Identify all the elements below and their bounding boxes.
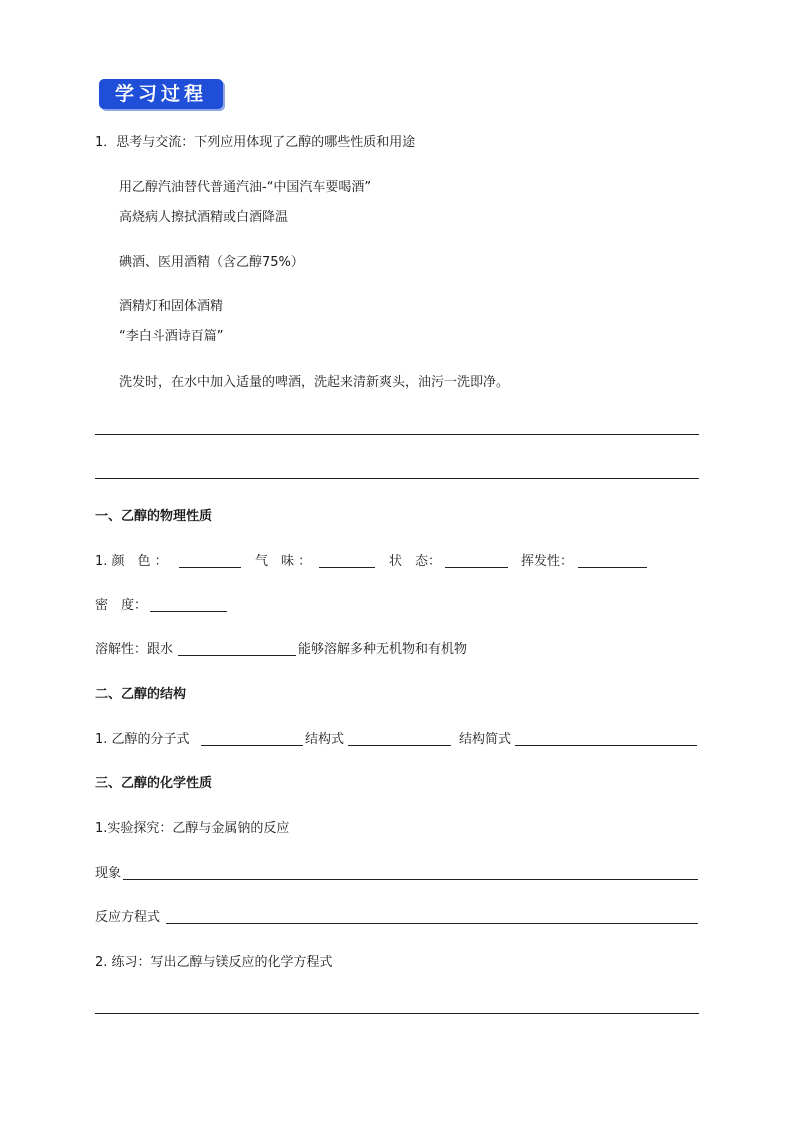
smell-blank[interactable] bbox=[319, 567, 375, 568]
intro-item: 洗发时，在水中加入适量的啤酒，洗起来清新爽头，油污一洗即净。 bbox=[119, 375, 510, 390]
experiment-label: 1.实验探究：乙醇与金属钠的反应 bbox=[95, 821, 290, 836]
simplified-label: 结构简式 bbox=[459, 732, 512, 747]
color-blank[interactable] bbox=[179, 567, 241, 568]
intro-item: 酒精灯和固体酒精 bbox=[119, 299, 224, 314]
intro-item: “李白斗酒诗百篇” bbox=[119, 329, 224, 344]
solubility-blank[interactable] bbox=[178, 655, 296, 656]
solubility-label: 溶解性：跟水 bbox=[95, 642, 174, 657]
section1-title: 一、乙醇的物理性质 bbox=[95, 509, 213, 524]
section-badge bbox=[99, 79, 223, 109]
equation-label: 反应方程式 bbox=[95, 910, 161, 925]
density-blank[interactable] bbox=[150, 611, 227, 612]
smell-label: 气 味 ： bbox=[255, 554, 312, 569]
state-label: 状 态： bbox=[389, 554, 442, 569]
badge-label: 学习过程 bbox=[114, 83, 207, 105]
answer-line[interactable] bbox=[95, 478, 699, 479]
phenomenon-blank[interactable] bbox=[123, 879, 698, 880]
intro-item: 碘酒、医用酒精（含乙醇75%） bbox=[119, 255, 304, 270]
exercise-label: 2. 练习：写出乙醇与镁反应的化学方程式 bbox=[95, 955, 333, 970]
answer-line[interactable] bbox=[95, 1013, 699, 1014]
state-blank[interactable] bbox=[445, 567, 508, 568]
color-label: 1. 颜 色 ： bbox=[95, 554, 168, 569]
intro-item: 用乙醇汽油替代普通汽油-“中国汽车要喝酒” bbox=[119, 180, 372, 195]
simplified-blank[interactable] bbox=[515, 745, 697, 746]
structural-blank[interactable] bbox=[348, 745, 451, 746]
molecular-blank[interactable] bbox=[201, 745, 303, 746]
structural-label: 结构式 bbox=[305, 732, 345, 747]
section3-title: 三、乙醇的化学性质 bbox=[95, 776, 213, 791]
density-label: 密 度： bbox=[95, 598, 148, 613]
equation-blank[interactable] bbox=[166, 923, 698, 924]
volatility-label: 挥发性： bbox=[521, 554, 574, 569]
section2-title: 二、乙醇的结构 bbox=[95, 687, 187, 702]
phenomenon-label: 现象 bbox=[95, 866, 122, 881]
intro-question: 1．思考与交流：下列应用体现了乙醇的哪些性质和用途 bbox=[95, 135, 416, 150]
answer-line[interactable] bbox=[95, 434, 699, 435]
intro-item: 高烧病人擦拭酒精或白酒降温 bbox=[119, 210, 289, 225]
solubility-suffix: 能够溶解多种无机物和有机物 bbox=[298, 642, 468, 657]
volatility-blank[interactable] bbox=[578, 567, 647, 568]
molecular-label: 1. 乙醇的分子式 bbox=[95, 732, 190, 747]
